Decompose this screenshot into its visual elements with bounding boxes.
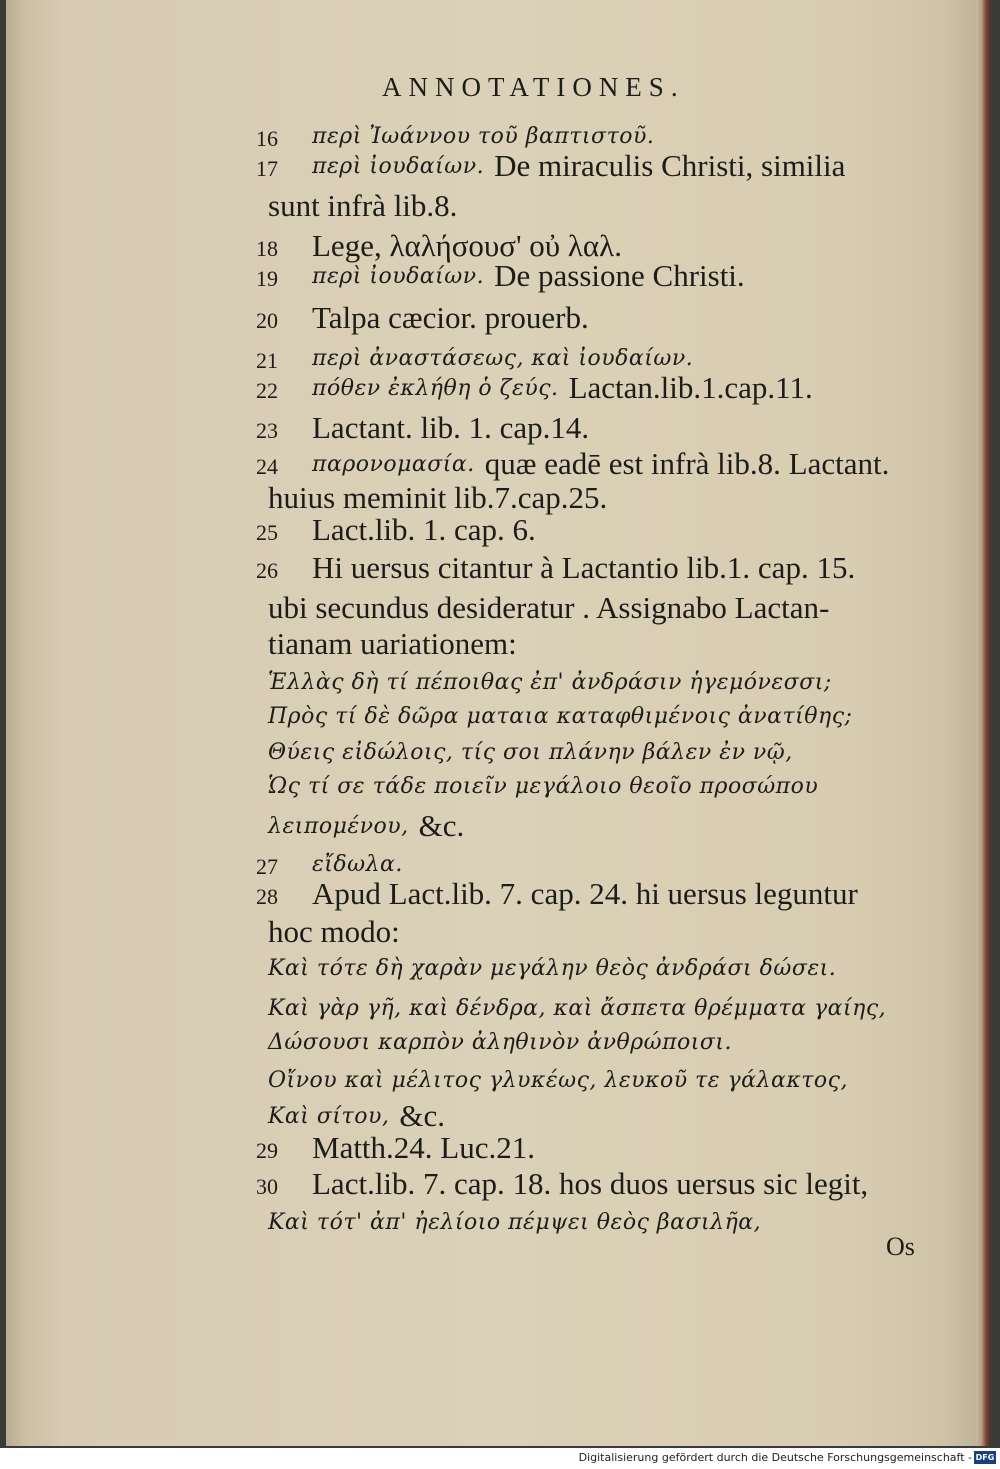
page-edge bbox=[976, 0, 990, 1446]
greek-text: παρονομασία. bbox=[312, 452, 475, 477]
latin-text: De miraculis Christi, similia bbox=[494, 148, 846, 183]
note-number: 29 bbox=[256, 1138, 278, 1163]
latin-text: De passione Christi. bbox=[494, 258, 745, 293]
latin-text: Apud Lact.lib. 7. cap. 24. hi uersus leguntur bbox=[312, 876, 858, 911]
greek-text: Πρὸς τί δὲ δῶρα ματαια καταφθιμένοις ἀνατίθης; bbox=[268, 704, 853, 729]
book-page bbox=[6, 0, 990, 1446]
note-number: 17 bbox=[256, 156, 278, 181]
latin-text: Talpa cæcior. prouerb. bbox=[312, 300, 589, 335]
greek-text: Οἴνου καὶ μέλιτος γλυκέως, λευκοῦ τε γάλακτος, bbox=[268, 1068, 848, 1093]
latin-text: &c. bbox=[399, 1098, 445, 1133]
latin-text: Lactan.lib.1.cap.11. bbox=[568, 370, 813, 405]
greek-text: περὶ ἰουδαίων. bbox=[312, 264, 485, 289]
note-number: 30 bbox=[256, 1174, 278, 1199]
note-number: 25 bbox=[256, 520, 278, 545]
latin-text: huius meminit lib.7.cap.25. bbox=[268, 480, 608, 515]
greek-text: περὶ Ἰωάννου τοῦ βαπτιστοῦ. bbox=[312, 124, 655, 149]
note-number: 26 bbox=[256, 558, 278, 583]
latin-text: Lactant. lib. 1. cap.14. bbox=[312, 410, 590, 445]
note-number: 27 bbox=[256, 854, 278, 879]
latin-text: quæ eadē est infrà lib.8. Lactant. bbox=[484, 446, 890, 481]
greek-text: Θύεις εἰδώλοις, τίς σοι πλάνην βάλεν ἐν νῷ, bbox=[268, 740, 793, 765]
greek-text: Καὶ σίτου, bbox=[268, 1104, 390, 1129]
dfg-logo-icon: DFG bbox=[975, 1453, 995, 1462]
catchword: Os bbox=[886, 1232, 915, 1261]
latin-text: Lact.lib. 1. cap. 6. bbox=[312, 512, 536, 547]
greek-text: περὶ ἀναστάσεως, καὶ ἰουδαίων. bbox=[312, 346, 694, 371]
greek-text: Καὶ τότε δὴ χαρὰν μεγάλην θεὸς ἀνδράσι δώσει. bbox=[268, 956, 837, 981]
latin-text: Lege, λαλήσουσ' οὐ λαλ. bbox=[312, 228, 622, 263]
note-number: 20 bbox=[256, 308, 278, 333]
latin-text: Lact.lib. 7. cap. 18. hos duos uersus sic legit, bbox=[312, 1166, 869, 1201]
funding-credit: Digitalisierung gefördert durch die Deutsche Forschungsgemeinschaft - bbox=[578, 1451, 972, 1464]
latin-text: tianam uariationem: bbox=[268, 626, 517, 661]
latin-text: Matth.24. Luc.21. bbox=[312, 1130, 535, 1165]
note-number: 18 bbox=[256, 236, 278, 261]
greek-text: εἴδωλα. bbox=[312, 852, 403, 877]
running-title: ANNOTATIONES. bbox=[382, 72, 685, 102]
greek-text: λειπομένου, bbox=[268, 814, 409, 839]
footer-bar bbox=[0, 1448, 1000, 1469]
note-number: 16 bbox=[256, 126, 278, 151]
latin-text: Hi uersus citantur à Lactantio lib.1. cap. 15. bbox=[312, 550, 856, 585]
note-number: 23 bbox=[256, 418, 278, 443]
greek-text: Καὶ γὰρ γῆ, καὶ δένδρα, καὶ ἄσπετα θρέμματα γαίης, bbox=[268, 996, 887, 1021]
note-number: 24 bbox=[256, 454, 278, 479]
note-number: 21 bbox=[256, 348, 278, 373]
greek-text: πόθεν ἐκλήθη ὁ ζεύς. bbox=[312, 376, 559, 401]
latin-text: hoc modo: bbox=[268, 914, 400, 949]
greek-text: Ὡς τί σε τάδε ποιεῖν μεγάλοιο θεοῖο προσώπου bbox=[268, 774, 819, 799]
note-number: 22 bbox=[256, 378, 278, 403]
note-number: 19 bbox=[256, 266, 278, 291]
greek-text: Ἑλλὰς δὴ τί πέποιθας ἐπ' ἀνδράσιν ἡγεμόνεσσι; bbox=[268, 670, 832, 695]
latin-text: sunt infrà lib.8. bbox=[268, 188, 458, 223]
latin-text: ubi secundus desideratur . Assignabo Lactan- bbox=[268, 590, 830, 625]
note-number: 28 bbox=[256, 884, 278, 909]
greek-text: Καὶ τότ' ἀπ' ἠελίοιο πέμψει θεὸς βασιλῆα, bbox=[268, 1210, 762, 1235]
greek-text: Δώσουσι καρπὸν ἀληθινὸν ἀνθρώποισι. bbox=[268, 1030, 733, 1055]
latin-text: &c. bbox=[418, 808, 465, 843]
greek-text: περὶ ἰουδαίων. bbox=[312, 154, 485, 179]
